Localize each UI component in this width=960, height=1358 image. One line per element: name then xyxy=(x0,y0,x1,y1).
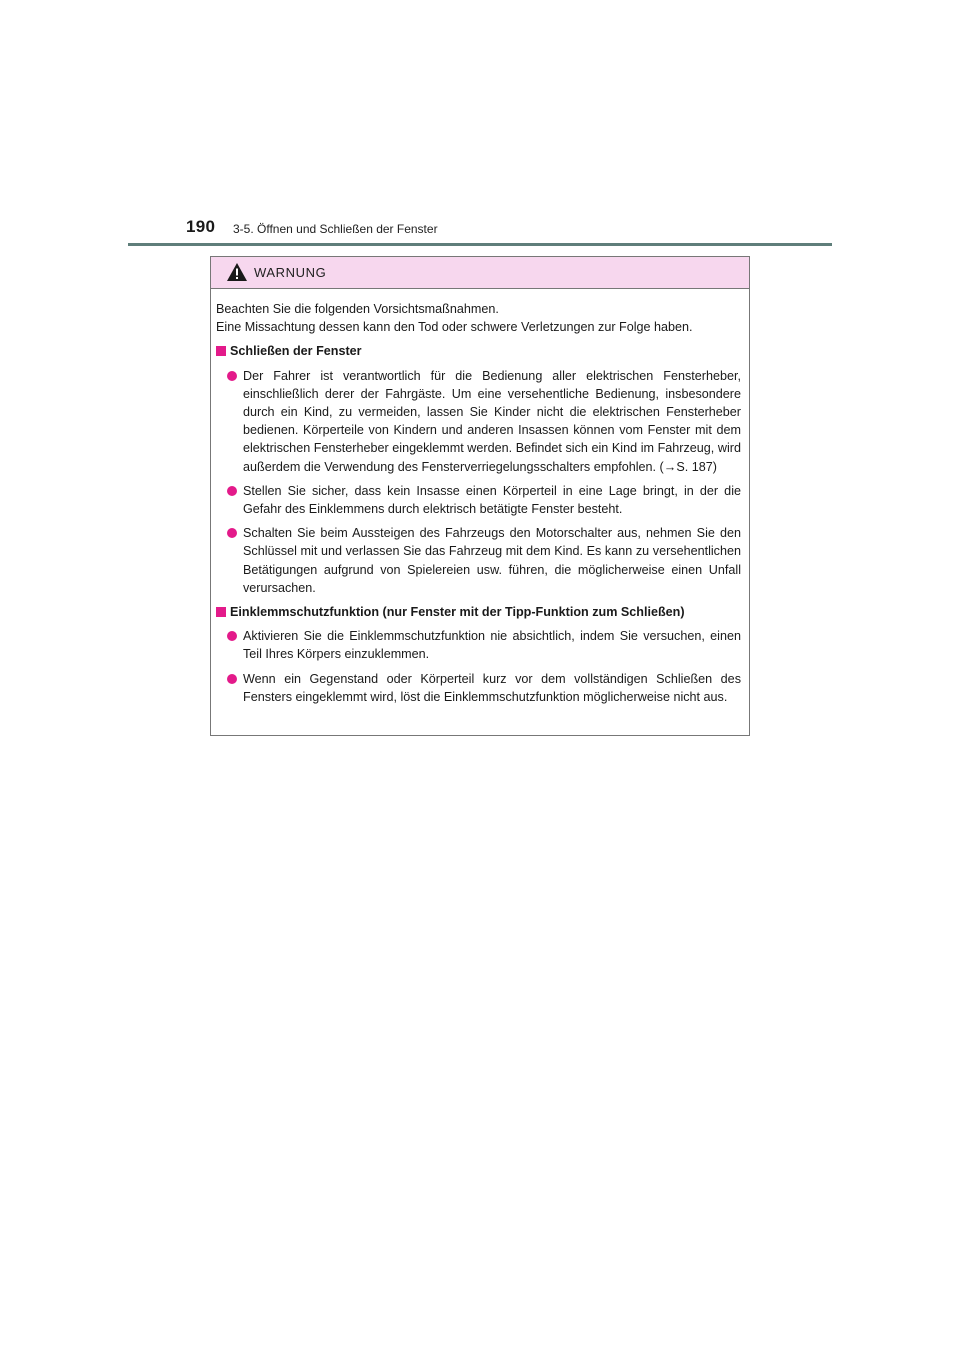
list-item-text: Wenn ein Gegenstand oder Körperteil kurz vor dem vollständigen Schließen des Fensters eingeklemmt wird, löst die Einklemmschutzfunktion möglicherweise nicht aus. xyxy=(243,671,741,704)
warning-title: WARNUNG xyxy=(254,265,327,280)
subsection-closing-windows xyxy=(216,342,741,597)
round-bullet-icon xyxy=(227,631,237,641)
round-bullet-icon xyxy=(227,528,237,538)
warning-box xyxy=(210,256,750,736)
list-item-text: Stellen Sie sicher, dass kein Insasse einen Körperteil in eine Lage bringt, in der die Gefahr des Einklemmens durch elektrisch betätigte Fenster besteht. xyxy=(243,483,741,517)
warning-header xyxy=(211,257,749,289)
warning-triangle-icon xyxy=(226,262,248,282)
square-bullet-icon xyxy=(216,607,226,617)
subsection-heading-text: Einklemmschutzfunktion (nur Fenster mit der Tipp-Funktion zum Schließen) xyxy=(230,605,685,620)
warning-intro-line-1: Beachten Sie die folgenden Vorsichtsmaßnahmen. xyxy=(216,302,499,316)
section-title: 3-5. Öffnen und Schließen der Fenster xyxy=(233,222,438,236)
header-rule xyxy=(128,243,832,246)
list-item xyxy=(216,627,741,663)
round-bullet-icon xyxy=(227,371,237,381)
subsection-heading xyxy=(216,342,741,360)
list-item xyxy=(216,524,741,597)
subsection-heading xyxy=(216,603,741,621)
list-item-text: Aktivieren Sie die Einklemmschutzfunktion nie absichtlich, indem Sie versuchen, einen Teil Ihres Körpers einzuklemmen. xyxy=(243,629,741,662)
subsection-heading-text: Schließen der Fenster xyxy=(230,344,362,359)
round-bullet-icon xyxy=(227,486,237,496)
warning-intro-line-2: Eine Missachtung dessen kann den Tod oder schwere Verletzungen zur Folge haben. xyxy=(216,320,693,335)
round-bullet-icon xyxy=(227,674,237,684)
warning-body xyxy=(211,289,749,716)
square-bullet-icon xyxy=(216,346,226,356)
list-item xyxy=(216,670,741,706)
subsection-anti-pinch xyxy=(216,603,741,706)
list-item-text: Der Fahrer ist verantwortlich für die Bedienung aller elektrischen Fensterheber, einschließlich derer der Fahrgäste. Um eine versehentliche Bedienung, insbesondere durch ein Kind, zu vermeiden, lassen Sie Kinder nicht die elektrischen Fensterheber bedienen. Körperteile von Kindern und anderen Insassen können vom Fenster mit dem elektrischen Fensterheber eingeklemmt werden. Befindet sich ein Kind im Fahrzeug, wird außerdem die Verwendung des Fensterverriegelungsschalters empfohlen. (→S. 187) xyxy=(243,368,741,474)
page-number: 190 xyxy=(186,217,216,236)
list-item xyxy=(216,367,741,476)
list-item xyxy=(216,482,741,518)
list-item-text: Schalten Sie beim Aussteigen des Fahrzeugs den Motorschalter aus, nehmen Sie den Schlüssel mit und verlassen Sie das Fahrzeug mit dem Kind. Es kann zu versehentlichen Betätigungen aufgrund von Spielereien usw. führen, die möglicherweise einen Unfall verursachen. xyxy=(243,526,741,595)
